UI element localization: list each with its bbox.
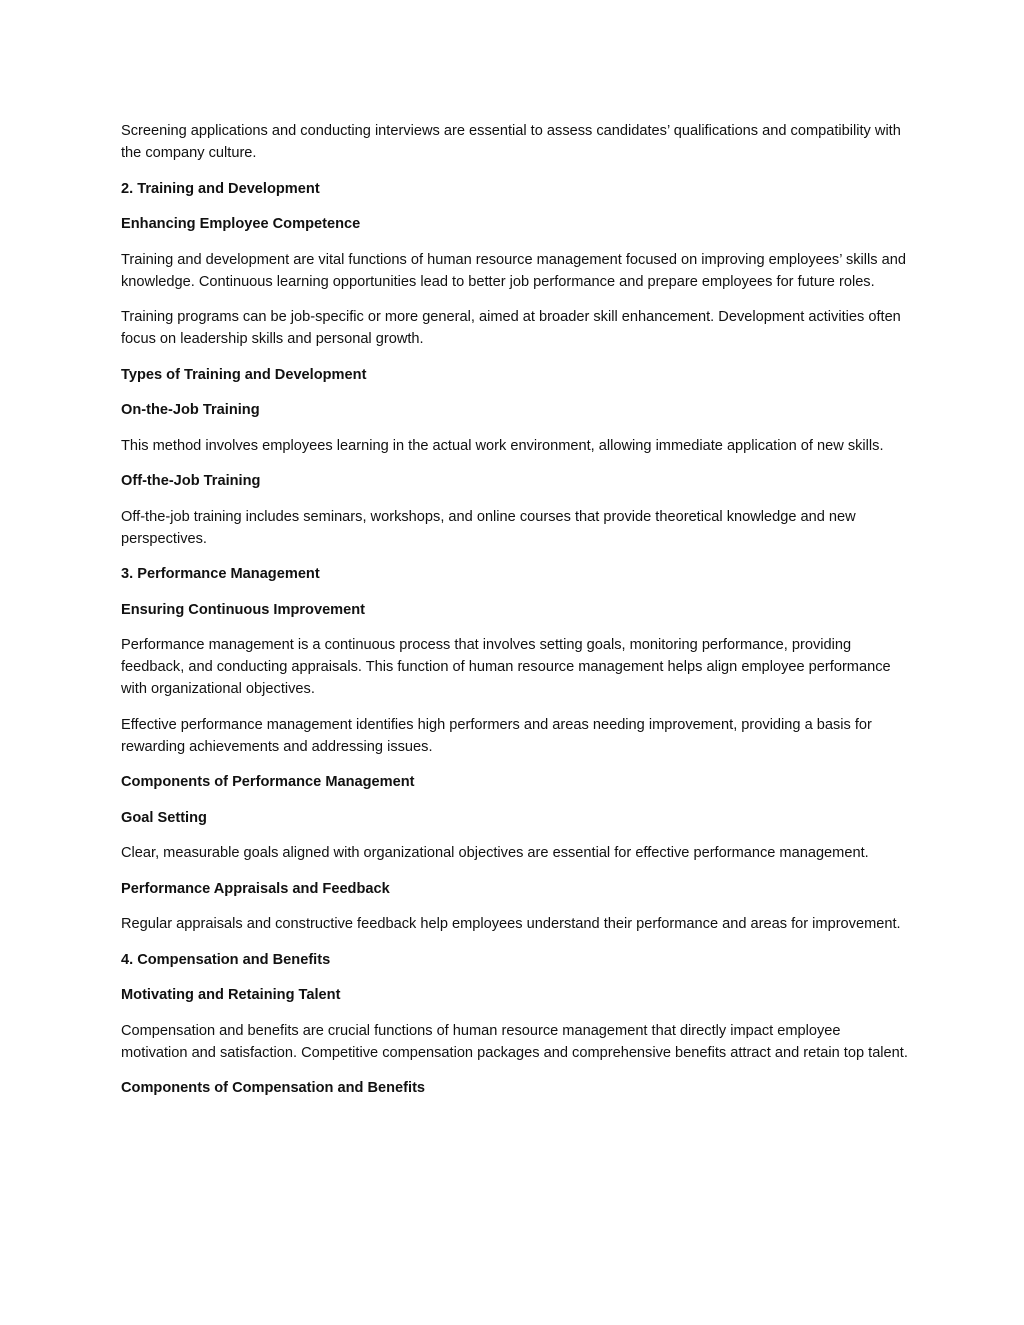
- paragraph-training-programs: Training programs can be job-specific or more general, aimed at broader skill enhancement. Development activities often focus on leadership skills and personal growth.: [121, 309, 901, 347]
- paragraph-screening: Screening applications and conducting interviews are essential to assess candidates’ qualifications and compatibility with the company culture.: [121, 123, 901, 161]
- heading-goal-setting: Goal Setting: [121, 809, 207, 826]
- paragraph-on-the-job: This method involves employees learning in the actual work environment, allowing immediate application of new skills.: [121, 437, 884, 454]
- heading-performance-management: 3. Performance Management: [121, 566, 320, 582]
- heading-components-of-compensation: Components of Compensation and Benefits: [121, 1080, 426, 1096]
- heading-ensuring-continuous-improvement: Ensuring Continuous Improvement: [121, 601, 366, 618]
- heading-training-and-development: 2. Training and Development: [121, 180, 320, 197]
- document-page: [121, 120, 911, 1113]
- paragraph-performance-process: Performance management is a continuous process that involves setting goals, monitoring performance, providing feedback, and conducting appraisals. This function of human resource management helps align employee performance with organizational objectives.: [121, 637, 891, 697]
- paragraph-appraisals: Regular appraisals and constructive feedback help employees understand their performance and areas for improvement.: [121, 916, 901, 932]
- heading-compensation-and-benefits: 4. Compensation and Benefits: [121, 951, 331, 968]
- paragraph-effective-performance: Effective performance management identifies high performers and areas needing improvement, providing a basis for rewarding achievements and addressing issues.: [121, 716, 872, 755]
- paragraph-training-functions: Training and development are vital functions of human resource management focused on improving employees’ skills and knowledge. Continuous learning opportunities lead to better job performance and prepare employees for future roles.: [121, 251, 906, 290]
- heading-off-the-job-training: Off-the-Job Training: [121, 473, 261, 489]
- paragraph-off-the-job: Off-the-job training includes seminars, workshops, and online courses that provide theoretical knowledge and new perspectives.: [121, 508, 856, 547]
- heading-types-of-training: Types of Training and Development: [121, 366, 367, 383]
- heading-on-the-job-training: On-the-Job Training: [121, 402, 260, 418]
- paragraph-compensation: Compensation and benefits are crucial functions of human resource management that directly impact employee motivation and satisfaction. Competitive compensation packages and comprehensive benefits attract and retain top talent.: [121, 1022, 908, 1061]
- heading-components-of-performance: Components of Performance Management: [121, 774, 415, 790]
- heading-motivating-and-retaining: Motivating and Retaining Talent: [121, 987, 341, 1003]
- heading-enhancing-employee-competence: Enhancing Employee Competence: [121, 216, 361, 232]
- heading-performance-appraisals: Performance Appraisals and Feedback: [121, 880, 390, 897]
- paragraph-goal-setting: Clear, measurable goals aligned with organizational objectives are essential for effective performance management.: [121, 845, 869, 861]
